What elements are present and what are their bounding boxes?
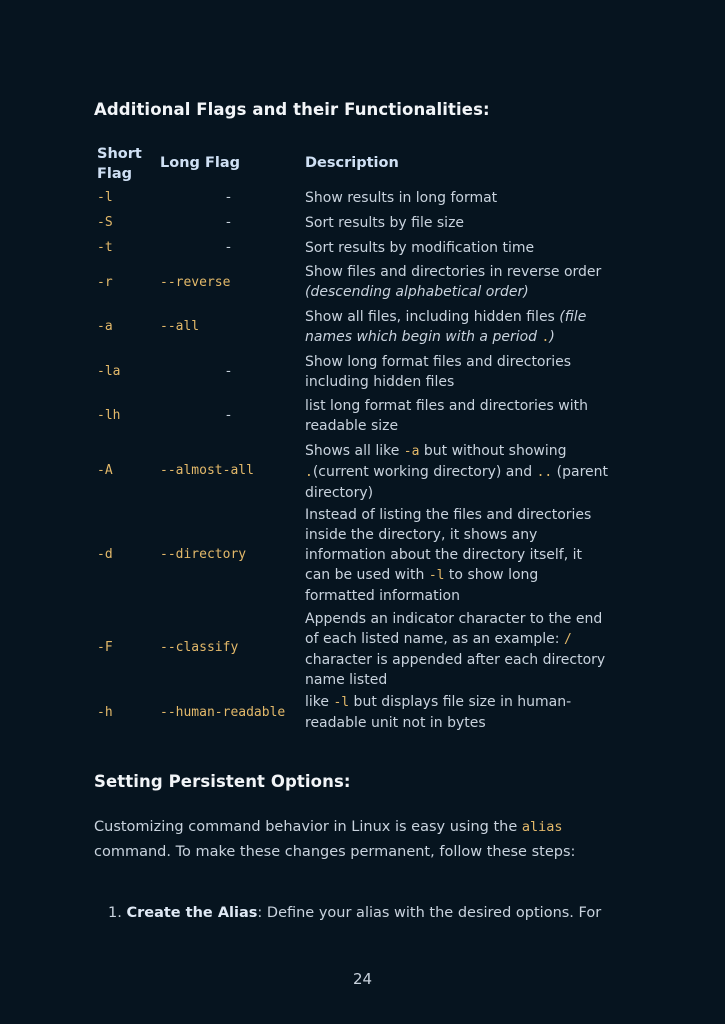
long-flag: --reverse	[160, 275, 231, 290]
long-flag: --classify	[160, 640, 239, 655]
header-description: Description	[305, 155, 399, 171]
alias-code: alias	[521, 819, 563, 835]
header-short-line2: Flag	[97, 166, 133, 182]
header-long-flag: Long Flag	[160, 155, 240, 171]
flag-description: Instead of listing the files and directories inside the directory, it shows any information about the directory itself, it can be used with -l to show long formatted information	[305, 507, 592, 604]
short-flag: -lh	[97, 408, 121, 423]
short-flag: -F	[97, 640, 113, 655]
short-flag: -S	[97, 215, 113, 230]
flag-description: Appends an indicator character to the end of each listed name, as an example: / character is appended after each directory name listed	[305, 611, 606, 688]
short-flag: -t	[97, 240, 113, 255]
section-title-flags: Additional Flags and their Functionalities:	[94, 100, 490, 119]
flag-description: Sort results by modification time	[305, 240, 535, 256]
flag-description: Show long format files and directories including hidden files	[305, 354, 572, 390]
page-number: 24	[352, 970, 373, 988]
flag-description: Sort results by file size	[305, 215, 465, 231]
short-flag: -a	[97, 319, 113, 334]
long-flag: -	[226, 239, 231, 255]
short-flag: -l	[97, 190, 113, 205]
list-item: 1. Create the Alias: Define your alias with the desired options. For	[108, 905, 602, 921]
flag-description: Show results in long format	[305, 190, 498, 206]
short-flag: -r	[97, 275, 113, 290]
long-flag: --human-readable	[160, 705, 286, 720]
intro-paragraph: Customizing command behavior in Linux is easy using the alias command. To make these changes permanent, follow these steps:	[94, 819, 576, 860]
flag-description: Show all files, including hidden files (file names which begin with a period .)	[305, 309, 587, 345]
short-flag: -d	[97, 547, 113, 562]
short-flag: -h	[97, 705, 113, 720]
short-flag: -la	[97, 364, 121, 379]
long-flag: -	[226, 363, 231, 379]
long-flag: --all	[160, 319, 200, 334]
flag-description: list long format files and directories with readable size	[305, 398, 588, 434]
section-title-persistent: Setting Persistent Options:	[94, 772, 351, 791]
long-flag: --directory	[160, 547, 247, 562]
header-short-line1: Short	[97, 146, 142, 162]
flag-description: Shows all like -a but without showing .(current working directory) and .. (parent directory)	[305, 443, 609, 501]
long-flag: -	[226, 407, 231, 423]
long-flag: --almost-all	[160, 463, 254, 478]
flag-description: like -l but displays file size in human- readable unit not in bytes	[305, 694, 572, 731]
short-flag: -A	[97, 463, 113, 478]
long-flag: -	[226, 214, 231, 230]
long-flag: -	[226, 189, 231, 205]
header-short-flag	[97, 144, 142, 184]
flag-description: Show files and directories in reverse order (descending alphabetical order)	[305, 264, 602, 300]
